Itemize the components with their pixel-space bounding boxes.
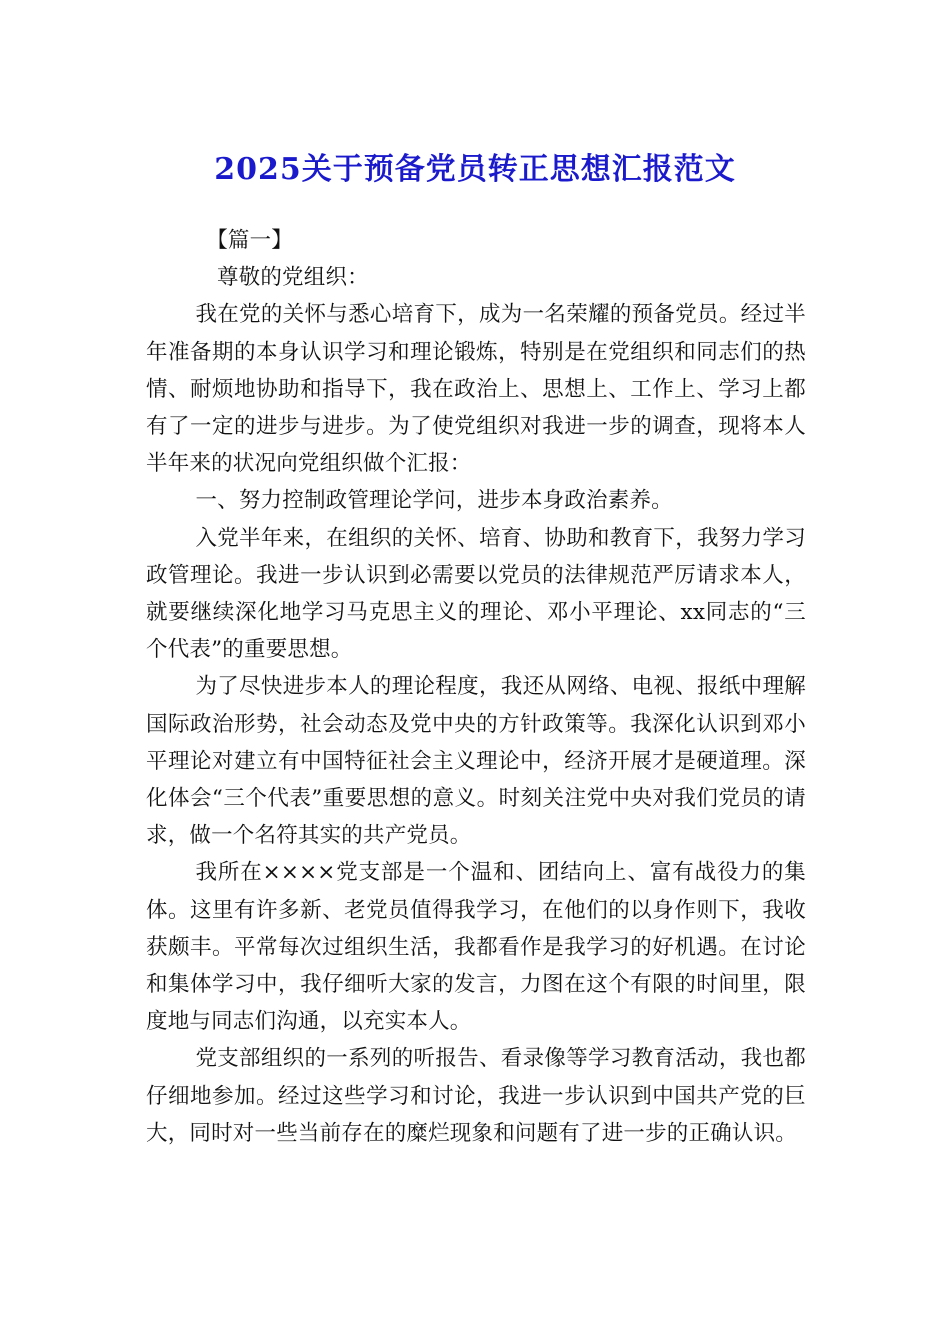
section-tag: 【篇一】 bbox=[206, 228, 293, 253]
document-title: 2025关于预备党员转正思想汇报范文 bbox=[214, 152, 736, 188]
document-body bbox=[146, 222, 806, 1152]
paragraph: 一、努力控制政管理论学问，进步本身政治素养。 bbox=[195, 488, 673, 514]
paragraph: 我在党的关怀与悉心培育下，成为一名荣耀的预备党员。经过半年准备期的本身认识学习和理论锻炼，特别是在党组织和同志们的热情、耐烦地协助和指导下，我在政治上、思想上、工作上、学习上都有了一定的进步与进步。为了使党组织对我进一步的调查，现将本人半年来的状况向党组织做个汇报： bbox=[146, 302, 806, 477]
salutation: 尊敬的党组织： bbox=[216, 265, 369, 291]
paragraph: 我所在××××党支部是一个温和、团结向上、富有战役力的集体。这里有许多新、老党员值得我学习，在他们的以身作则下，我收获颇丰。平常每次过组织生活，我都看作是我学习的好机遇。在讨论和集体学习中，我仔细听大家的发言，力图在这个有限的时间里，限度地与同志们沟通，以充实本人。 bbox=[146, 860, 806, 1035]
paragraph: 入党半年来，在组织的关怀、培育、协助和教育下，我努力学习政管理论。我进一步认识到必需要以党员的法律规范严厉请求本人，就要继续深化地学习马克思主义的理论、邓小平理论、xx同志的“三个代表”的重要思想。 bbox=[146, 525, 806, 663]
paragraph: 为了尽快进步本人的理论程度，我还从网络、电视、报纸中理解国际政治形势，社会动态及党中央的方针政策等。我深化认识到邓小平理论对建立有中国特征社会主义理论中，经济开展才是硬道理。深化体会“三个代表”重要思想的意义。时刻关注党中央对我们党员的请求，做一个名符其实的共产党员。 bbox=[146, 674, 806, 849]
paragraph: 党支部组织的一系列的听报告、看录像等学习教育活动，我也都仔细地参加。经过这些学习和讨论，我进一步认识到中国共产党的巨大，同时对一些当前存在的糜烂现象和问题有了进一步的正确认识。 bbox=[146, 1046, 806, 1146]
